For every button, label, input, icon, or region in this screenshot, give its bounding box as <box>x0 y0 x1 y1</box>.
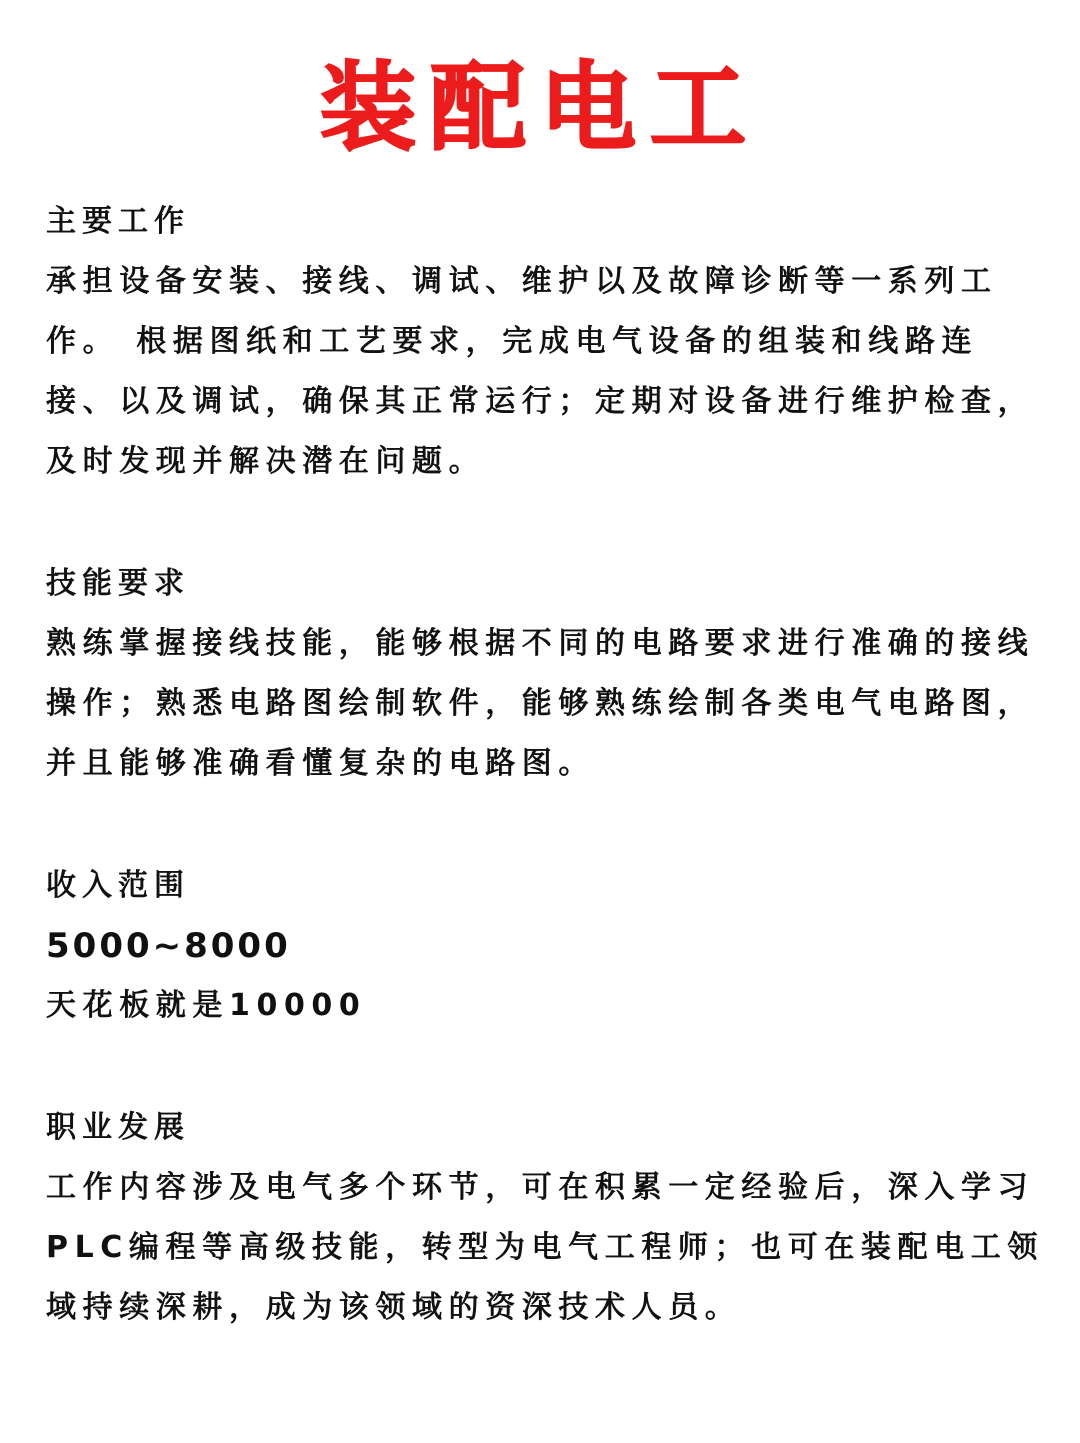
section-heading-career: 职业发展 <box>46 1110 190 1145</box>
section-heading-duties: 主要工作 <box>46 204 190 239</box>
section-text-career: 工作内容涉及电气多个环节，可在积累一定经验后，深入学习PLC编程等高级技能，转型为电气工程师；也可在装配电工领域持续深耕，成为该领域的资深技术人员。 <box>46 1170 1044 1325</box>
section-career <box>46 1098 1046 1338</box>
section-heading-income: 收入范围 <box>46 868 190 903</box>
section-heading-skills: 技能要求 <box>46 566 190 601</box>
income-ceiling: 天花板就是10000 <box>46 988 367 1023</box>
page-title: 装配电工 <box>320 52 760 164</box>
section-skills <box>46 554 1046 794</box>
income-range: 5000~8000 <box>46 926 291 966</box>
section-text-skills: 熟练掌握接线技能，能够根据不同的电路要求进行准确的接线操作；熟悉电路图绘制软件，能够熟练绘制各类电气电路图，并且能够准确看懂复杂的电路图。 <box>46 626 1035 781</box>
section-income <box>46 856 1046 1036</box>
section-duties <box>46 192 1046 492</box>
section-text-duties: 承担设备安装、接线、调试、维护以及故障诊断等一系列工作。 根据图纸和工艺要求，完成电气设备的组装和线路连接、以及调试，确保其正常运行；定期对设备进行维护检查，及时发现并解决潜在问题。 <box>46 264 1035 479</box>
content-body <box>46 192 1046 1400</box>
